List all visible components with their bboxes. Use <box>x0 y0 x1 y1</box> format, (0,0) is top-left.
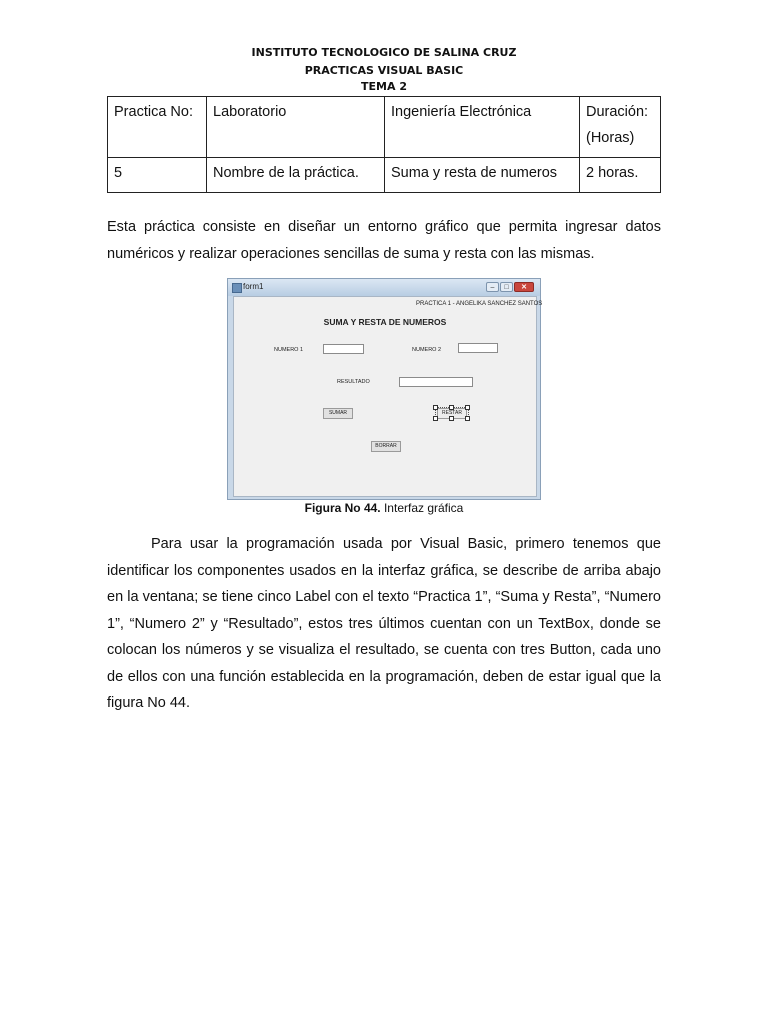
resize-handle <box>433 416 438 421</box>
table-cell: Nombre de la práctica. <box>207 158 385 193</box>
table-cell <box>580 97 661 158</box>
duration-unit: (Horas) <box>586 130 635 146</box>
maximize-icon: □ <box>500 282 513 292</box>
form-heading: SUMA Y RESTA DE NUMEROS <box>323 317 447 327</box>
table-row <box>108 158 661 193</box>
caption-text: Interfaz gráfica <box>380 501 464 515</box>
table-row <box>108 97 661 158</box>
table-cell: Practica No: <box>108 97 207 158</box>
resize-handle <box>465 405 470 410</box>
resize-handle <box>433 405 438 410</box>
components-paragraph: Para usar la programación usada por Visual Basic, primero tenemos que identificar los componentes usados en la interfaz gráfica, se describe de arriba abajo en la ventana; se tiene cinco Label con el texto “Practica 1”, “Suma y Resta”, “Numero 1”, “Numero 2” y “Resultado”, estos tres últimos cuentan con un TextBox, donde se colocan los números y se visualiza el resultado, se cuenta con tres Button, cada uno de ellos con una función establecida en la programación, deben de estar igual que la figura No 44. <box>107 536 661 711</box>
close-icon: ✕ <box>514 282 534 292</box>
intro-paragraph: Esta práctica consiste en diseñar un entorno gráfico que permita ingresar datos numéricos y realizar operaciones sencillas de suma y resta con las mismas. <box>107 219 661 262</box>
numero1-textbox <box>323 344 364 354</box>
numero2-textbox <box>458 343 498 353</box>
resize-handle <box>449 405 454 410</box>
numero1-label: NUMERO 1 <box>274 347 304 353</box>
figure-caption <box>0 501 768 515</box>
figure-form-screenshot <box>227 278 541 500</box>
resize-handle <box>449 416 454 421</box>
table-cell: 5 <box>108 158 207 193</box>
form-client-area <box>233 296 543 497</box>
table-cell: Ingeniería Electrónica <box>385 97 580 158</box>
practice-label: PRACTICA 1 - ANGELIKA SANCHEZ SANTOS <box>416 301 543 307</box>
institute-title: INSTITUTO TECNOLOGICO DE SALINA CRUZ <box>251 46 517 59</box>
numero2-label: NUMERO 2 <box>412 347 442 353</box>
duration-label: Duración: <box>586 104 649 120</box>
borrar-button: BORRAR <box>371 441 401 452</box>
minimize-icon: – <box>486 282 499 292</box>
caption-number: Figura No 44. <box>304 501 381 515</box>
sumar-button: SUMAR <box>323 408 353 419</box>
table-cell: Laboratorio <box>207 97 385 158</box>
resultado-label: RESULTADO <box>337 379 370 385</box>
resultado-textbox <box>399 377 473 387</box>
table-cell: 2 horas. <box>580 158 661 193</box>
table-cell: Suma y resta de numeros <box>385 158 580 193</box>
restar-button: RESTAR <box>437 408 467 419</box>
resize-handle <box>465 416 470 421</box>
window-title: form1 <box>243 282 264 291</box>
topic-title: TEMA 2 <box>361 80 407 93</box>
window-titlebar <box>228 279 540 296</box>
app-icon <box>232 283 242 293</box>
practice-info-table <box>107 96 661 193</box>
course-title: PRACTICAS VISUAL BASIC <box>304 64 464 77</box>
